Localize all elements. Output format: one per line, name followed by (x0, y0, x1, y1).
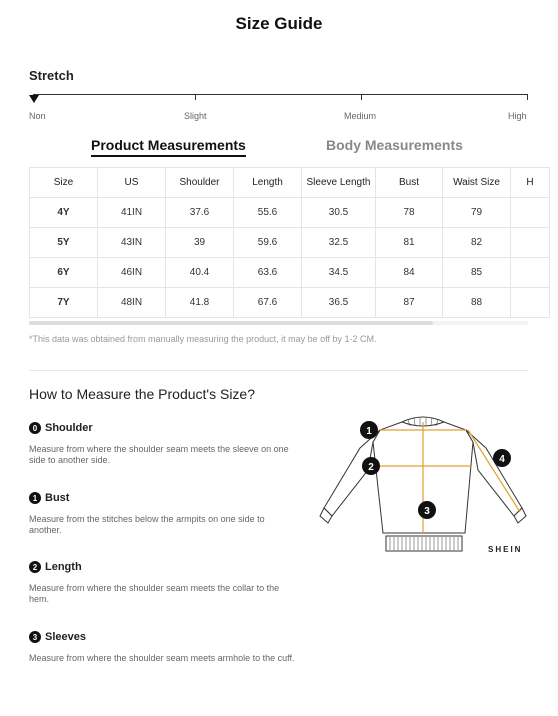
stretch-label: Stretch (29, 68, 74, 83)
table-cell: 87 (376, 288, 443, 318)
marker-3-label: 3 (424, 506, 430, 517)
table-row (30, 258, 550, 288)
marker-1-label: 1 (366, 426, 372, 437)
table-cell (511, 288, 550, 318)
sweater-diagram (318, 408, 530, 560)
table-cell: 82 (443, 228, 511, 258)
header-shoulder: Shoulder (166, 168, 234, 198)
table-cell: 36.5 (302, 288, 376, 318)
stretch-level-non: Non (29, 111, 46, 121)
table-cell: 84 (376, 258, 443, 288)
table-cell: 34.5 (302, 258, 376, 288)
table-cell: 30.5 (302, 198, 376, 228)
table-cell: 41IN (98, 198, 166, 228)
table-cell: 40.4 (166, 258, 234, 288)
measure-item-length (29, 561, 299, 605)
header-sleeve-length: Sleeve Length (302, 168, 376, 198)
table-cell: 59.6 (234, 228, 302, 258)
stretch-scale-line (33, 94, 528, 95)
page-title: Size Guide (235, 14, 323, 33)
table-cell (511, 198, 550, 228)
table-cell: 48IN (98, 288, 166, 318)
tab-body-measurements[interactable]: Body Measurements (326, 137, 463, 153)
number-2-icon: 2 (29, 561, 41, 573)
stretch-tick-medium (361, 94, 362, 100)
measure-name: Shoulder (45, 422, 93, 434)
size-table-scroll-area[interactable] (29, 167, 534, 319)
table-cell: 6Y (30, 258, 98, 288)
measure-item-bust (29, 492, 299, 536)
measure-item-sleeves (29, 631, 299, 664)
measure-name: Sleeves (45, 631, 86, 643)
table-cell: 79 (443, 198, 511, 228)
how-to-measure-title: How to Measure the Product's Size? (29, 386, 256, 402)
table-row (30, 198, 550, 228)
table-row (30, 288, 550, 318)
marker-2-label: 2 (368, 462, 374, 473)
header-length: Length (234, 168, 302, 198)
table-cell (511, 228, 550, 258)
header-hidden: H (511, 168, 550, 198)
table-cell (511, 258, 550, 288)
stretch-tick-high (527, 94, 528, 100)
table-cell: 7Y (30, 288, 98, 318)
table-cell: 67.6 (234, 288, 302, 318)
table-cell: 39 (166, 228, 234, 258)
brand-logo: SHEIN (488, 545, 523, 554)
stretch-pointer-icon (29, 95, 39, 103)
header-size: Size (30, 168, 98, 198)
stretch-level-medium: Medium (344, 111, 377, 121)
size-table (29, 167, 550, 318)
measure-name: Length (45, 561, 82, 573)
measure-name: Bust (45, 492, 70, 504)
header-us: US (98, 168, 166, 198)
measure-description: Measure from where the shoulder seam meets the sleeve on one side to another side. (29, 444, 289, 465)
table-cell: 55.6 (234, 198, 302, 228)
sweater-right-sleeve (466, 430, 522, 516)
sweater-hem (386, 536, 462, 551)
table-horizontal-scrollbar[interactable] (29, 321, 528, 325)
table-cell: 43IN (98, 228, 166, 258)
table-row (30, 228, 550, 258)
tab-product-measurements[interactable]: Product Measurements (91, 137, 246, 157)
header-bust: Bust (376, 168, 443, 198)
measure-description: Measure from where the shoulder seam meets the collar to the hem. (29, 583, 280, 604)
header-waist-size: Waist Size (443, 168, 511, 198)
measure-item-shoulder (29, 422, 299, 466)
table-cell: 37.6 (166, 198, 234, 228)
number-0-icon: 0 (29, 422, 41, 434)
section-divider (29, 370, 528, 371)
table-cell: 46IN (98, 258, 166, 288)
measurement-note: *This data was obtained from manually measuring the product, it may be off by 1-2 CM. (29, 334, 377, 344)
table-cell: 63.6 (234, 258, 302, 288)
table-cell: 4Y (30, 198, 98, 228)
stretch-level-slight: Slight (184, 111, 207, 121)
table-cell: 5Y (30, 228, 98, 258)
marker-4-label: 4 (499, 454, 505, 465)
sleeve-line (468, 430, 520, 512)
stretch-level-high: High (508, 111, 527, 121)
table-cell: 81 (376, 228, 443, 258)
table-cell: 78 (376, 198, 443, 228)
measure-description: Measure from the stitches below the armpits on one side to another. (29, 514, 265, 535)
table-cell: 41.8 (166, 288, 234, 318)
scrollbar-thumb[interactable] (29, 321, 433, 325)
table-cell: 88 (443, 288, 511, 318)
table-header-row (30, 168, 550, 198)
stretch-tick-slight (195, 94, 196, 100)
measure-description: Measure from where the shoulder seam meets armhole to the cuff. (29, 653, 295, 663)
table-cell: 85 (443, 258, 511, 288)
number-3-icon: 3 (29, 631, 41, 643)
number-1-icon: 1 (29, 492, 41, 504)
table-cell: 32.5 (302, 228, 376, 258)
